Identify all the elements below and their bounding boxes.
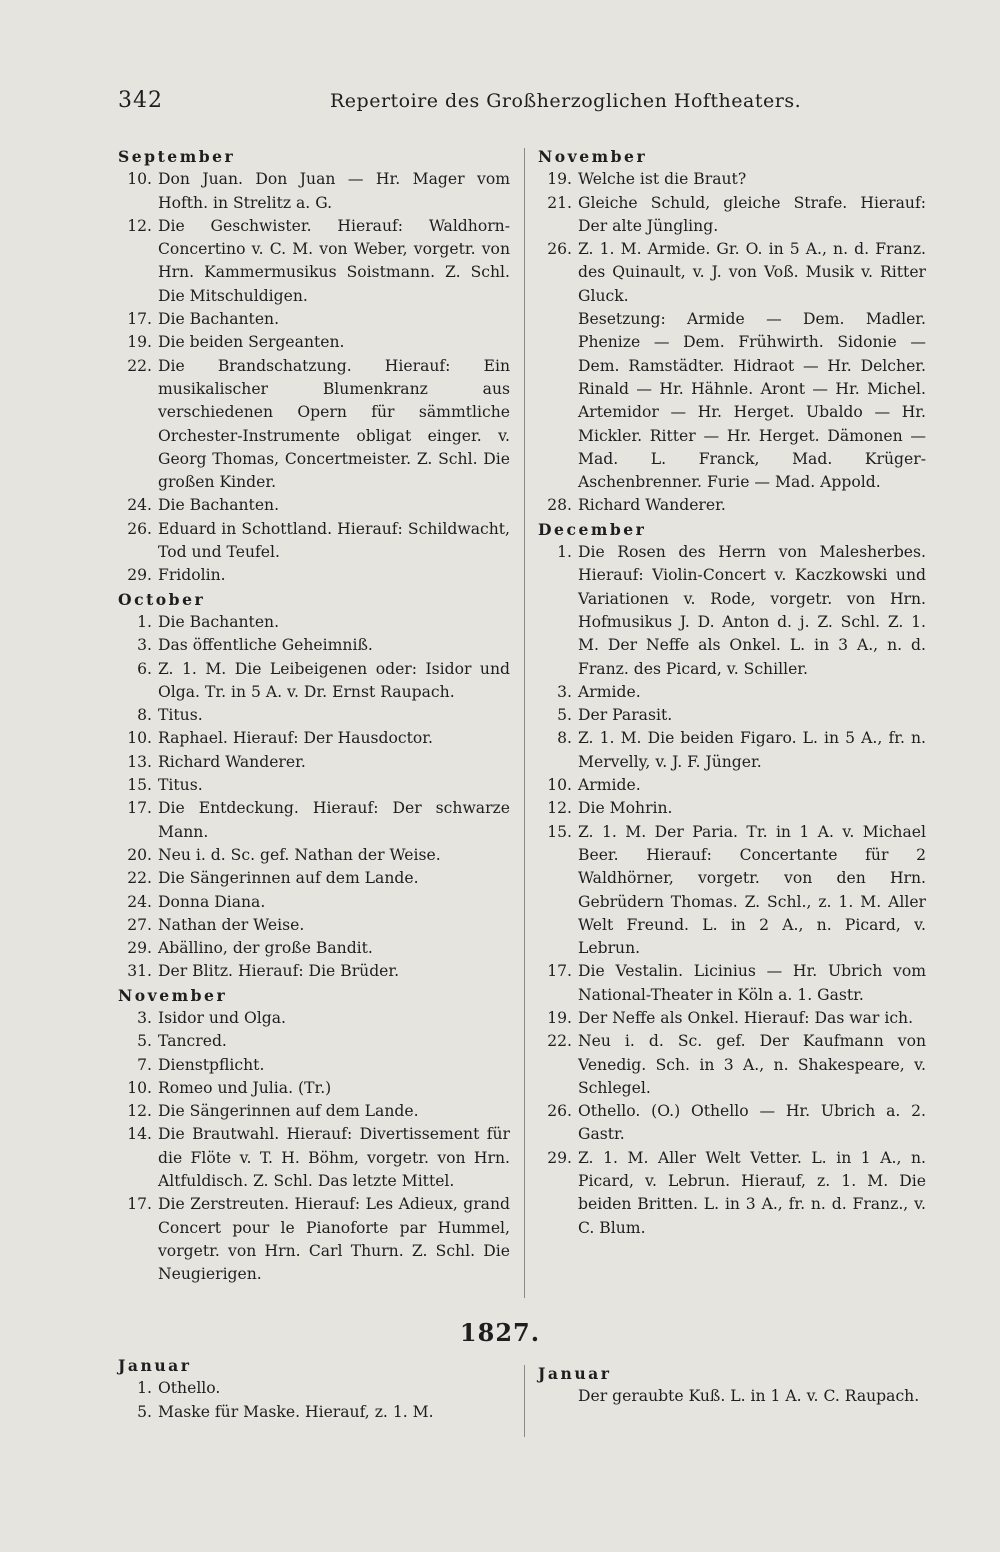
entry-row bbox=[538, 960, 926, 1007]
entry-row bbox=[118, 1401, 510, 1424]
entry-text: Der Neffe als Onkel. Hierauf: Das war ich. bbox=[578, 1008, 914, 1027]
entry-row bbox=[118, 658, 510, 705]
entry-row bbox=[118, 1030, 510, 1053]
entry-row bbox=[118, 914, 510, 937]
december-entries bbox=[538, 541, 926, 1240]
entry-text: Titus. bbox=[158, 776, 203, 795]
entry-day: 7. bbox=[137, 1055, 152, 1074]
january-left-column bbox=[118, 1354, 510, 1424]
january-right-column bbox=[538, 1362, 926, 1409]
entry-day: 14. bbox=[127, 1125, 152, 1144]
entry-text: Die Sängerinnen auf dem Lande. bbox=[158, 869, 419, 888]
month-heading-september: September bbox=[118, 147, 236, 166]
entry-row bbox=[118, 634, 510, 657]
entry-row bbox=[118, 1007, 510, 1030]
entry-row bbox=[538, 1007, 926, 1030]
entry-row bbox=[118, 308, 510, 331]
entry-day: 15. bbox=[547, 822, 572, 841]
entry-row bbox=[118, 215, 510, 308]
entry-row bbox=[538, 1100, 926, 1147]
entry-row bbox=[118, 168, 510, 215]
entry-text: Die Vestalin. Licinius — Hr. Ubrich vom National-Theater in Köln a. 1. Gastr. bbox=[578, 962, 926, 1004]
entry-text: Isidor und Olga. bbox=[158, 1008, 286, 1027]
januar-right-text: Der geraubte Kuß. L. in 1 A. v. C. Raupach. bbox=[578, 1387, 920, 1406]
entry-day: 5. bbox=[137, 1402, 152, 1421]
entry-row bbox=[538, 1147, 926, 1240]
entry-day: 13. bbox=[127, 752, 152, 771]
entry-text: Z. 1. M. Aller Welt Vetter. L. in 1 A., n. Picard, v. Lebrun. Hierauf, z. 1. M. Die beiden Britten. L. in 3 A., fr. n. d. Franz., v. C. Blum. bbox=[578, 1148, 926, 1237]
month-heading-december: December bbox=[538, 519, 647, 539]
entry-row bbox=[538, 192, 926, 239]
entry-row bbox=[538, 704, 926, 727]
entry-day: 10. bbox=[127, 1078, 152, 1097]
entry-row bbox=[118, 1377, 510, 1400]
column-divider bbox=[524, 148, 525, 1298]
entry-day: 26. bbox=[127, 519, 152, 538]
entry-day: 1. bbox=[137, 1379, 152, 1398]
entry-text: Z. 1. M. Die beiden Figaro. L. in 5 A., fr. n. Mervelly, v. J. F. Jünger. bbox=[578, 729, 926, 771]
entry-day: 29. bbox=[127, 939, 152, 958]
entry-row bbox=[118, 331, 510, 354]
entry-day: 20. bbox=[127, 845, 152, 864]
entry-text: Armide. bbox=[578, 776, 641, 795]
entry-text: Donna Diana. bbox=[158, 892, 266, 911]
left-column bbox=[118, 145, 510, 1287]
cast-list: Besetzung: Armide — Dem. Madler. Phenize — Dem. Frühwirth. Sidonie — Dem. Ramstädter. Hidraot — Hr. Delcher. Rinald — Hr. Hähnle. Aront — Hr. Michel. Artemidor — Hr. Herget. Ubaldo — Hr. Mickler. Ritter — Hr. Herget. Dämonen — Mad. L. Franck, Mad. Krüger-Aschenbrenner. Furie — Mad. Appold. bbox=[578, 310, 926, 492]
entry-row bbox=[118, 960, 510, 983]
entry-row bbox=[118, 355, 510, 495]
entry-text: Abällino, der große Bandit. bbox=[158, 939, 373, 958]
running-title: Repertoire des Großherzoglichen Hoftheaters. bbox=[330, 90, 802, 112]
entry-row bbox=[118, 774, 510, 797]
entry-text: Nathan der Weise. bbox=[158, 915, 305, 934]
entry-text: Neu i. d. Sc. gef. Nathan der Weise. bbox=[158, 845, 441, 864]
entry-day: 5. bbox=[557, 706, 572, 725]
entry-text: Der Parasit. bbox=[578, 706, 673, 725]
entry-row bbox=[118, 494, 510, 517]
entry-text: Raphael. Hierauf: Der Hausdoctor. bbox=[158, 729, 433, 748]
entry-text: Maske für Maske. Hierauf, z. 1. M. bbox=[158, 1402, 434, 1421]
entry-row bbox=[118, 518, 510, 565]
entry-text: Z. 1. M. Armide. Gr. O. in 5 A., n. d. Franz. des Quinault, v. J. von Voß. Musik v. Ritter Gluck. bbox=[578, 240, 926, 305]
entry-text: Das öffentliche Geheimniß. bbox=[158, 636, 373, 655]
entry-day: 22. bbox=[127, 869, 152, 888]
entry-day: 29. bbox=[547, 1148, 572, 1167]
november-entries-left bbox=[118, 1007, 510, 1287]
entry-row bbox=[538, 168, 926, 191]
entry-row bbox=[538, 797, 926, 820]
month-heading-november: November bbox=[118, 985, 228, 1005]
entry-day: 19. bbox=[547, 170, 572, 189]
entry-row bbox=[118, 751, 510, 774]
entry-row bbox=[538, 681, 926, 704]
entry-row bbox=[118, 1054, 510, 1077]
entry-day: 19. bbox=[127, 333, 152, 352]
right-column bbox=[538, 145, 926, 1240]
entry-text: Die Brandschatzung. Hierauf: Ein musikalischer Blumenkranz aus verschiedenen Opern für sämmtliche Orchester-Instrumente obligat einger. v. Georg Thomas, Concertmeister. Z. Schl. Die großen Kinder. bbox=[158, 356, 510, 492]
entry-day: 3. bbox=[137, 636, 152, 655]
entry-day: 1. bbox=[137, 612, 152, 631]
entry-day: 17. bbox=[127, 799, 152, 818]
month-heading-januar-left: Januar bbox=[118, 1356, 192, 1375]
entry-text: Gleiche Schuld, gleiche Strafe. Hierauf: Der alte Jüngling. bbox=[578, 193, 926, 235]
entry-day: 10. bbox=[127, 170, 152, 189]
januar-entries bbox=[118, 1377, 510, 1424]
entry-text: Die Sängerinnen auf dem Lande. bbox=[158, 1102, 419, 1121]
entry-text: Die Rosen des Herrn von Malesherbes. Hierauf: Violin-Concert v. Kaczkowski und Variationen v. Rode, vorgetr. von Hrn. Hofmusikus J. D. Anton d. j. Z. Schl. Z. 1. M. Der Neffe als Onkel. L. in 3 A., n. d. Franz. des Picard, v. Schiller. bbox=[578, 543, 926, 678]
entry-day: 19. bbox=[547, 1008, 572, 1027]
entry-text: Die Mohrin. bbox=[578, 799, 673, 818]
entry-day: 6. bbox=[137, 659, 152, 678]
entry-day: 31. bbox=[127, 962, 152, 981]
entry-day: 12. bbox=[127, 216, 152, 235]
entry-text: Die Geschwister. Hierauf: Waldhorn-Concertino v. C. M. von Weber, vorgetr. von Hrn. Kammermusikus Soistmann. Z. Schl. Die Mitschuldigen. bbox=[158, 216, 510, 305]
entry-row bbox=[118, 891, 510, 914]
entry-text: Die Entdeckung. Hierauf: Der schwarze Mann. bbox=[158, 799, 510, 841]
entry-row bbox=[118, 727, 510, 750]
page-number: 342 bbox=[118, 88, 163, 113]
entry-row bbox=[538, 494, 926, 517]
entry-row bbox=[118, 564, 510, 587]
entry-row bbox=[118, 1193, 510, 1286]
entry-row bbox=[538, 541, 926, 681]
entry-day: 8. bbox=[557, 729, 572, 748]
entry-day: 12. bbox=[127, 1102, 152, 1121]
october-entries bbox=[118, 611, 510, 984]
entry-day: 3. bbox=[557, 682, 572, 701]
entry-row bbox=[538, 1030, 926, 1100]
entry-text: Titus. bbox=[158, 706, 203, 725]
september-entries bbox=[118, 168, 510, 587]
entry-text: Z. 1. M. Die Leibeigenen oder: Isidor und Olga. Tr. in 5 A. v. Dr. Ernst Raupach. bbox=[158, 659, 510, 701]
entry-day: 29. bbox=[127, 566, 152, 585]
entry-row bbox=[538, 821, 926, 961]
entry-text: Die Bachanten. bbox=[158, 310, 280, 329]
month-heading-januar-right: Januar bbox=[538, 1364, 612, 1383]
entry-day: 22. bbox=[127, 356, 152, 375]
entry-text: Richard Wanderer. bbox=[158, 752, 306, 771]
entry-text: Don Juan. Don Juan — Hr. Mager vom Hofth. in Strelitz a. G. bbox=[158, 170, 510, 212]
entry-text: Die beiden Sergeanten. bbox=[158, 333, 345, 352]
entry-text: Die Bachanten. bbox=[158, 496, 280, 515]
entry-text: Z. 1. M. Der Paria. Tr. in 1 A. v. Michael Beer. Hierauf: Concertante für 2 Waldhörner, vorgetr. von den Hrn. Gebrüdern Thomas. Z. Schl., z. 1. M. Aller Welt Freund. L. in 2 A., n. Picard, v. Lebrun. bbox=[578, 822, 926, 958]
entry-day: 12. bbox=[547, 799, 572, 818]
entry-row bbox=[118, 797, 510, 844]
entry-day: 26. bbox=[547, 1102, 572, 1121]
entry-day: 1. bbox=[557, 543, 572, 562]
entry-text: Othello. (O.) Othello — Hr. Ubrich a. 2. Gastr. bbox=[578, 1102, 926, 1144]
entry-row bbox=[118, 1077, 510, 1100]
entry-day: 5. bbox=[137, 1032, 152, 1051]
entry-day: 28. bbox=[547, 496, 572, 515]
entry-text: Tancred. bbox=[158, 1032, 227, 1051]
entry-day: 26. bbox=[547, 240, 572, 259]
entry-text: Die Brautwahl. Hierauf: Divertissement für die Flöte v. T. H. Böhm, vorgetr. von Hrn. Altfuldisch. Z. Schl. Das letzte Mittel. bbox=[158, 1125, 510, 1191]
entry-day: 17. bbox=[127, 310, 152, 329]
november-entries-after bbox=[538, 494, 926, 517]
entry-day: 3. bbox=[137, 1008, 152, 1027]
entry-day: 10. bbox=[127, 729, 152, 748]
entry-day: 17. bbox=[127, 1195, 152, 1214]
entry-day: 27. bbox=[127, 915, 152, 934]
entry-row bbox=[538, 238, 926, 308]
entry-text: Othello. bbox=[158, 1379, 221, 1398]
entry-row bbox=[118, 937, 510, 960]
entry-text: Dienstpflicht. bbox=[158, 1055, 265, 1074]
entry-text: Eduard in Schottland. Hierauf: Schildwacht, Tod und Teufel. bbox=[158, 519, 510, 562]
entry-row bbox=[118, 1123, 510, 1193]
entry-text: Fridolin. bbox=[158, 566, 226, 585]
entry-day: 24. bbox=[127, 892, 152, 911]
entry-row bbox=[118, 844, 510, 867]
entry-text: Welche ist die Braut? bbox=[578, 170, 747, 189]
entry-day: 8. bbox=[137, 706, 152, 725]
entry-day: 10. bbox=[547, 776, 572, 795]
entry-text: Armide. bbox=[578, 682, 641, 701]
entry-day: 17. bbox=[547, 962, 572, 981]
entry-row bbox=[118, 704, 510, 727]
entry-day: 24. bbox=[127, 496, 152, 515]
entry-row bbox=[538, 774, 926, 797]
entry-text: Die Bachanten. bbox=[158, 612, 280, 631]
entry-text: Neu i. d. Sc. gef. Der Kaufmann von Venedig. Sch. in 3 A., n. Shakespeare, v. Schlegel. bbox=[578, 1032, 926, 1097]
entry-text: Die Zerstreuten. Hierauf: Les Adieux, grand Concert pour le Pianoforte par Hummel, vorgetr. von Hrn. Carl Thurn. Z. Schl. Die Neugierigen. bbox=[158, 1195, 510, 1284]
entry-text: Romeo und Julia. (Tr.) bbox=[158, 1078, 332, 1097]
entry-row bbox=[118, 1100, 510, 1123]
entry-text: Richard Wanderer. bbox=[578, 496, 726, 515]
entry-day: 22. bbox=[547, 1032, 572, 1051]
month-heading-october: October bbox=[118, 589, 206, 609]
month-heading-november-cont: November bbox=[538, 147, 648, 166]
entry-row bbox=[118, 867, 510, 890]
entry-row bbox=[538, 727, 926, 774]
column-divider-bottom bbox=[524, 1365, 525, 1437]
entry-text: Der Blitz. Hierauf: Die Brüder. bbox=[158, 962, 400, 981]
entry-row bbox=[118, 611, 510, 634]
year-heading: 1827. bbox=[459, 1318, 541, 1347]
entry-day: 15. bbox=[127, 776, 152, 795]
entry-day: 21. bbox=[547, 193, 572, 212]
november-entries-right bbox=[538, 168, 926, 308]
